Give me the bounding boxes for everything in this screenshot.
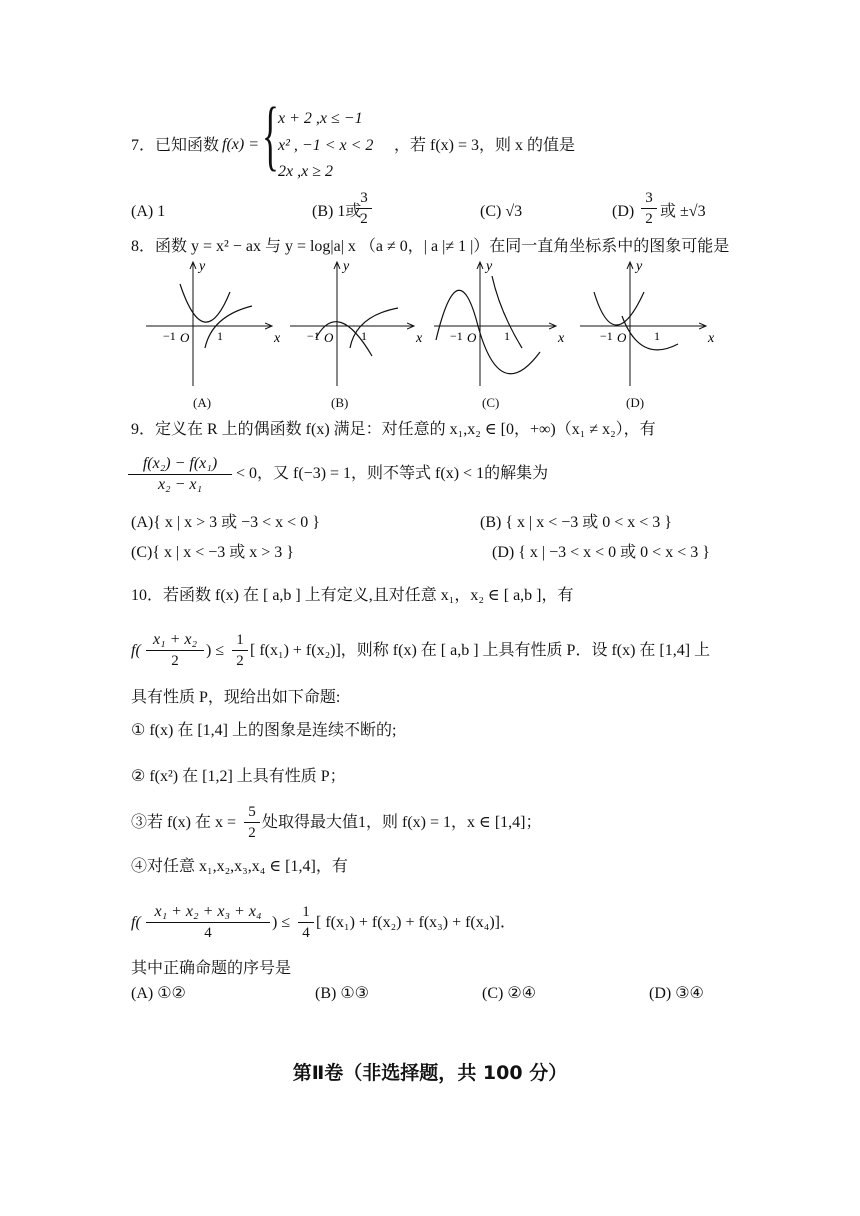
q7-piece-3: 2x ,x ≥ 2 <box>278 163 333 180</box>
graph-a-parabola <box>180 284 230 322</box>
q7-piece-1: x + 2 ,x ≤ −1 <box>278 110 363 127</box>
graph-a-origin-label: O <box>180 330 190 345</box>
proposition-3-fraction: $\frac{5}{2}$ <box>244 802 260 843</box>
graph-a-y-label: y <box>199 259 206 274</box>
proposition-4: ④对任意 x₁,x₂,x₃,x₄ ∈ [1,4]，有 <box>131 858 348 875</box>
q10-f-open-2: f( <box>131 914 141 931</box>
q9-line2: < 0，又 f(−3) = 1，则不等式 f(x) < 1的解集为 <box>236 465 549 482</box>
proposition-1: ① f(x) 在 [1,4] 上的图象是连续不断的; <box>131 722 397 739</box>
q8-text: 8．函数 y = x² − ax 与 y = log|a| x （a ≠ 0，| a |≠ 1 |）在同一直角坐标系中的图象可能是 <box>131 238 730 255</box>
q10-option-a: (A) ①② <box>131 985 186 1002</box>
q9-option-c: (C){ x | x < −3 或 x > 3 } <box>131 544 294 561</box>
proposition-4-quarter-fraction: $\frac{1}{4}$ <box>298 902 314 943</box>
graph-b-tick-neg: −1 <box>307 329 320 343</box>
graph-d-tick-pos: 1 <box>654 329 660 343</box>
q7-option-c: (C) √3 <box>480 203 523 220</box>
graph-b-origin-label: O <box>324 330 334 345</box>
graph-d-origin-label: O <box>617 330 627 345</box>
q10-mean-fraction: $\frac{\text{x₁ + x₂}}{2}$ <box>146 630 204 671</box>
graph-c-tick-pos: 1 <box>504 329 510 343</box>
graph-b-label: (B) <box>331 395 349 410</box>
q9-option-b: (B) { x | x < −3 或 0 < x < 3 } <box>480 514 672 531</box>
q7-fx: f(x) = <box>222 136 259 153</box>
graph-a-tick-pos: 1 <box>217 329 223 343</box>
q7-option-a: (A) 1 <box>131 203 166 220</box>
graph-c-y-label: y <box>486 259 493 274</box>
q7-option-d: (D) <box>612 203 635 220</box>
graph-a-x-label: x <box>274 331 281 346</box>
q7-piece-2: x² , −1 < x < 2 <box>278 137 374 154</box>
graph-d-label: (D) <box>626 395 645 410</box>
piecewise-brace: { <box>262 91 279 178</box>
graph-d-x-label: x <box>708 331 715 346</box>
q9-fraction: $\frac{\text{f(x₂) − f(x₁)}}{\text{x₂ − x₁}}$ <box>128 454 232 495</box>
q10-line1: 10．若函数 f(x) 在 [ a,b ] 上有定义,且对任意 x₁，x₂ ∈ [ a,b ]，有 <box>131 587 574 604</box>
q7-option-d-fraction: $\frac{3}{2}$ <box>641 188 657 229</box>
graph-a-label: (A) <box>193 395 212 410</box>
q7-option-d-tail: 或 ±√3 <box>660 203 706 220</box>
section-heading: 第Ⅱ卷（非选择题，共 100 分） <box>292 1062 568 1084</box>
q7-option-b: (B) 1或 <box>312 203 362 220</box>
graph-c-x-label: x <box>558 331 565 346</box>
q10-mid1: ) ≤ <box>206 642 225 659</box>
q10-line3: 具有性质 P，现给出如下命题: <box>131 689 341 706</box>
q7-number: 7．已知函数 <box>131 137 220 154</box>
graph-a-log-curve <box>205 306 252 348</box>
graph-b-log-curve <box>350 308 398 348</box>
q10-option-d: (D) ③④ <box>649 985 704 1002</box>
graph-d-y-label: y <box>636 259 643 274</box>
q9-line1: 9．定义在 R 上的偶函数 f(x) 满足：对任意的 x₁,x₂ ∈ [0，+∞)（x₁ ≠ x₂），有 <box>131 421 656 438</box>
q8-graphs <box>0 256 860 426</box>
q10-ask: 其中正确命题的序号是 <box>131 960 292 977</box>
q10-option-b: (B) ①③ <box>315 985 370 1002</box>
q10-half-fraction: $\frac{1}{2}$ <box>232 630 248 671</box>
proposition-3-b: 处取得最大值1，则 f(x) = 1，x ∈ [1,4]； <box>262 814 542 831</box>
q7-tail: ，若 f(x) = 3，则 x 的值是 <box>394 137 576 154</box>
graph-c-origin-label: O <box>467 330 477 345</box>
proposition-3-a: ③若 f(x) 在 x = <box>131 814 237 831</box>
proposition-2: ② f(x²) 在 [1,2] 上具有性质 P； <box>131 768 346 785</box>
graph-a-tick-neg: −1 <box>163 329 176 343</box>
graph-c-label: (C) <box>482 395 500 410</box>
q9-option-a: (A){ x | x > 3 或 −3 < x < 0 } <box>131 514 320 531</box>
q10-line2: [ f(x₁) + f(x₂)]，则称 f(x) 在 [ a,b ] 上具有性质 P．设 f(x) 在 [1,4] 上 <box>250 642 711 659</box>
graph-c-tick-neg: −1 <box>450 329 463 343</box>
q10-f-open: f( <box>131 642 141 659</box>
q9-option-d: (D) { x | −3 < x < 0 或 0 < x < 3 } <box>492 544 710 561</box>
proposition-4-mean-fraction: $\frac{\text{x₁ + x₂ + x₃ + x₄}}{4}$ <box>146 902 270 943</box>
graph-d-parabola <box>594 292 644 325</box>
q10-option-c: (C) ②④ <box>482 985 537 1002</box>
graph-d-tick-neg: −1 <box>600 329 613 343</box>
proposition-4-mid: ) ≤ <box>272 914 291 931</box>
q7-option-b-fraction: $\frac{3}{2}$ <box>356 188 372 229</box>
graph-b-y-label: y <box>343 259 350 274</box>
proposition-4-tail: [ f(x₁) + f(x₂) + f(x₃) + f(x₄)]． <box>316 914 516 931</box>
graph-b-tick-pos: 1 <box>361 329 367 343</box>
graph-b-x-label: x <box>416 331 423 346</box>
